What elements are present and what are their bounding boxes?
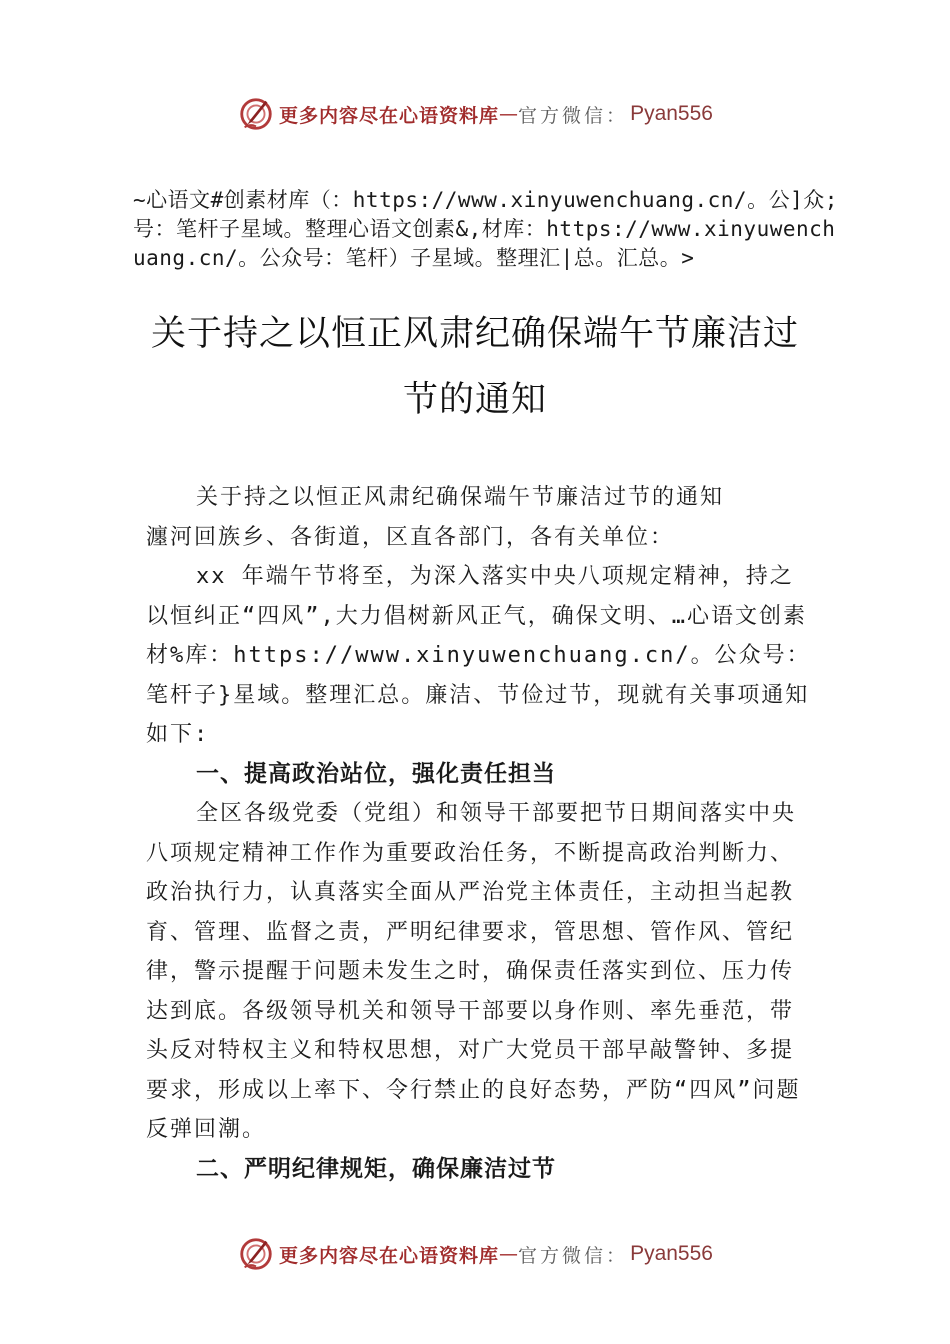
pen-logo-icon — [237, 95, 275, 133]
bottom-banner — [0, 1234, 950, 1274]
banner-brand-text: 更多内容尽在心语资料库 — [279, 1244, 500, 1267]
section-heading-1: 一、提高政治站位，强化责任担当 — [196, 760, 556, 787]
banner-wechat-id: Pyan556 — [630, 1242, 713, 1265]
document-title-line-1: 关于持之以恒正风肃纪确保端午节廉洁过 — [150, 314, 799, 354]
body-addressee: 瀍河回族乡、各街道，区直各部门，各有关单位： — [146, 524, 675, 550]
pen-logo-icon — [237, 1235, 275, 1273]
banner-wechat-label: 官方微信： — [518, 1244, 629, 1267]
banner-dash: — — [499, 1243, 519, 1265]
body-paragraph-section-1: 全区各级党委（党组）和领导干部要把节日期间落实中央八项规定精神工作作为重要政治任务，不断提高政治判断力、政治执行力，认真落实全面从严治党主体责任，主动担当起教育、管理、监督之责，严明纪律要求，管思想、管作风、管纪律，警示提醒于问题未发生之时，确保责任落实到位、压力传达到底。各级领导机关和领导干部要以身作则、率先垂范，带头反对特权主义和特权思想，对广大党员干部早敲警钟、多提要求，形成以上率下、令行禁止的良好态势，严防“四风”问题反弹回潮。 — [146, 801, 801, 1142]
section-heading-2: 二、严明纪律规矩，确保廉洁过节 — [196, 1155, 556, 1182]
banner-wechat-id: Pyan556 — [630, 102, 713, 125]
document-body — [146, 478, 816, 1189]
banner-dash: — — [499, 103, 519, 125]
document-title-line-2: 节的通知 — [402, 380, 547, 420]
garbled-watermark-text: ~心语文#创素材库（：https://www.xinyuwenchuang.cn/。公]众;号：笔杆子星域。整理心语文创素&,材库：https://www.xinyuwenchuang.cn/。公众号：笔杆）子星域。整理汇|总。汇总。> — [133, 188, 838, 270]
body-paragraph-intro: xx 年端午节将至，为深入落实中央八项规定精神，持之以恒纠正“四风”,大力倡树新风正气，确保文明、…心语文创素材%库：https://www.xinyuwenchuang.cn/。公众号：笔杆子}星域。整理汇总。廉洁、节俭过节，现就有关事项通知如下: — [146, 564, 811, 747]
banner-wechat-label: 官方微信： — [518, 104, 629, 127]
banner-brand-text: 更多内容尽在心语资料库 — [279, 104, 500, 127]
body-paragraph-title-repeat: 关于持之以恒正风肃纪确保端午节廉洁过节的通知 — [196, 485, 725, 510]
top-banner — [0, 94, 950, 134]
